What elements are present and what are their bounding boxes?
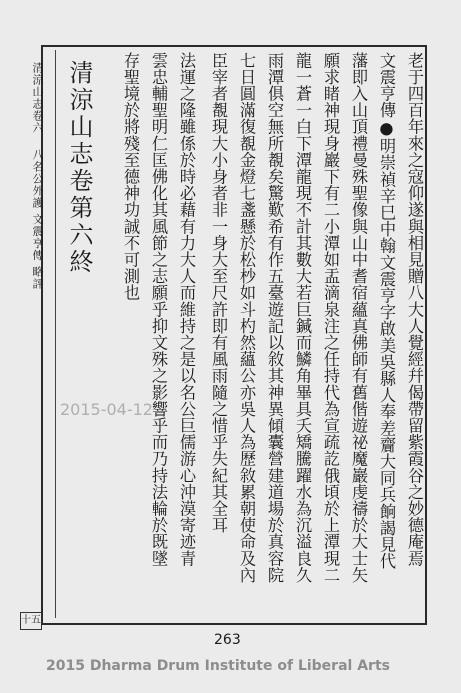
text-column: 臣宰者覩現大小身者非一身大至尺許即有風雨隨之惜乎失紀其全耳 bbox=[209, 52, 228, 534]
text-column: 法運之隆雖係於時必藉有力大人而維持之是以名公巨儒游心沖漠寄迹青 bbox=[177, 52, 196, 567]
text-column: 老于四百年來之寇仰遂與相見贈八大人覺經幷偈帶留紫霞谷之妙德庵焉 bbox=[405, 52, 424, 567]
section-heading: 文震亨傳 bbox=[377, 52, 396, 119]
text-column: 雨潭俱空無所覩矣驚歎希有作五臺遊記以敘其神異傾囊營建道場於真容院 bbox=[265, 52, 284, 584]
page-border bbox=[41, 45, 427, 625]
book-label: 清涼山志卷六 bbox=[31, 62, 44, 134]
watermark-date: 2015-04-12 bbox=[60, 400, 153, 419]
text-column: 願求睹神現身巖下有二小潭如盂滴泉注之任持代為宣疏訖俄頃於上潭現二 bbox=[321, 52, 340, 584]
section-label: 八名公外護 文震亨傳 略評 bbox=[31, 148, 44, 290]
margin-page-label: 十五 bbox=[20, 612, 42, 630]
text-column-body: ●明崇禎辛巳中翰文震亨字啟美吳縣人奉差齎大同兵餉謁見代 bbox=[377, 118, 396, 570]
page-number: 263 bbox=[214, 632, 241, 648]
margin-rule bbox=[55, 50, 56, 618]
text-column: 七日圓滿復覩金燈七盞懸於松杪如斗杓然蘊公亦吳人為歷敘累朝使命及內 bbox=[237, 52, 256, 584]
volume-end-title: 清涼山志卷第六終 bbox=[65, 60, 93, 276]
watermark-footer: 2015 Dharma Drum Institute of Liberal Arts bbox=[46, 658, 390, 674]
text-column bbox=[376, 52, 396, 612]
text-column: 藩即入山頂禮曼殊聖像與山中耆宿蘊真佛師有舊偕遊祕魔巖虔禱於大士矢 bbox=[349, 52, 368, 584]
text-column: 存聖境於將殘至德神功誠不可測也 bbox=[121, 52, 140, 301]
text-column: 龍一蒼一白下潭龍現不計其數大若巨鍼而鱗角畢具夭矯騰躍水為沉溢良久 bbox=[293, 52, 312, 584]
margin-header bbox=[17, 62, 43, 562]
text-column: 雲忠輔聖明仁匡佛化其風節之志願乎抑文殊之影響乎而乃持法輪於既墜 bbox=[149, 52, 168, 567]
